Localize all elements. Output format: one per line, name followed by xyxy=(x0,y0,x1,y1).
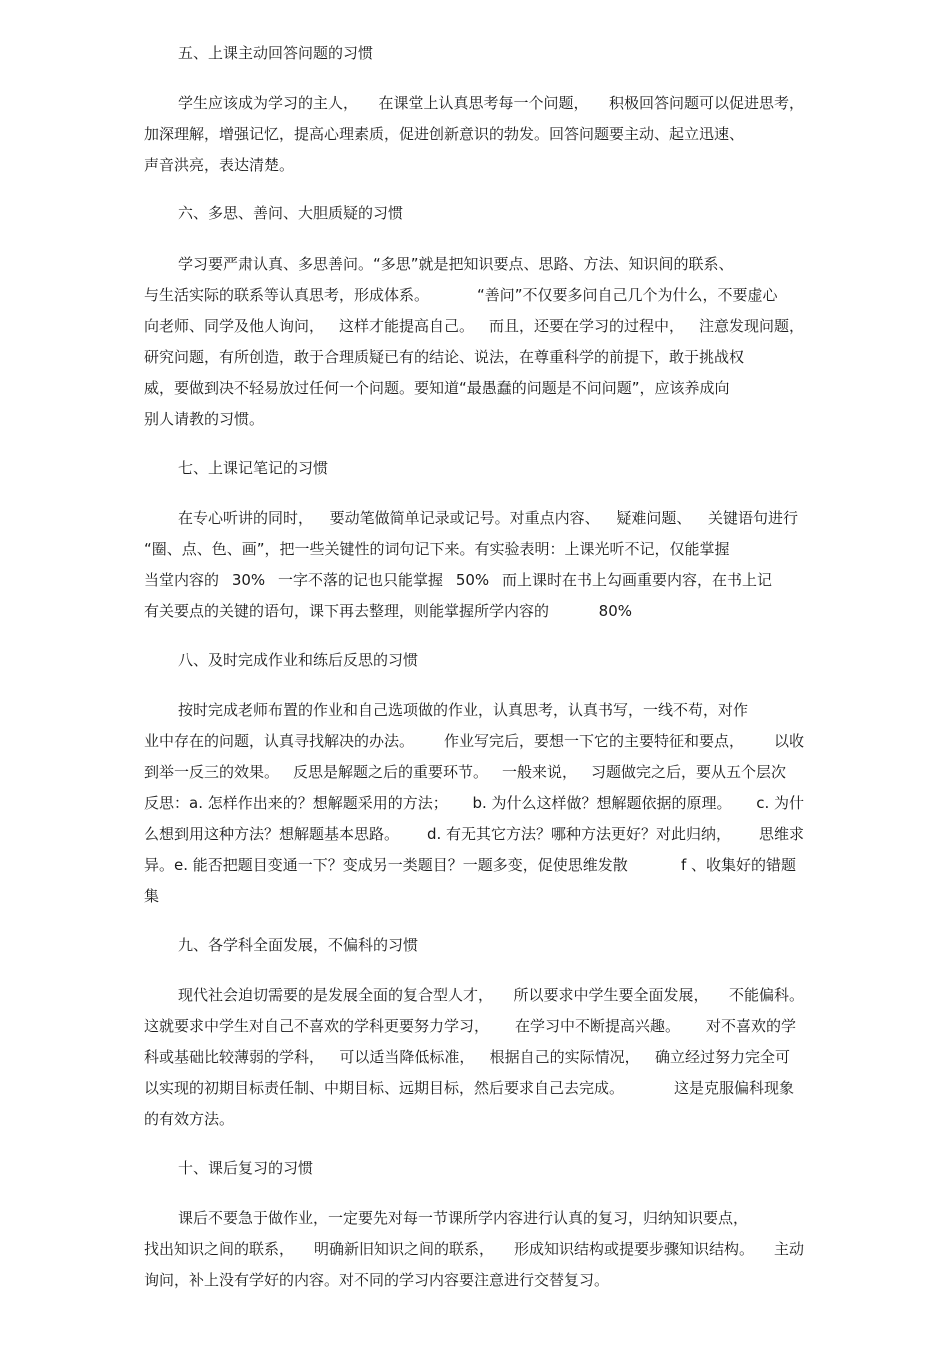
text-run: 当堂内容的 xyxy=(144,571,220,589)
text-run: 疑难问题、 xyxy=(616,509,692,527)
paragraph-line xyxy=(144,378,804,398)
text-run: 注意发现问题， xyxy=(698,317,804,335)
paragraph-line xyxy=(144,347,804,367)
text-run: 课后不要急于做作业，一定要先对每一节课所学内容进行认真的复习，归纳知识要点， xyxy=(178,1209,749,1227)
paragraph-line xyxy=(144,570,772,590)
text-run: f 、收集好的错题 xyxy=(680,856,796,874)
text-run: 么想到用这种方法？想解题基本思路。 xyxy=(144,825,400,843)
text-run: 而且，还要在学习的过程中， xyxy=(488,317,684,335)
section-heading: 十、课后复习的习惯 xyxy=(178,1159,314,1177)
text-run: 向老师、同学及他人询问， xyxy=(144,317,325,335)
text-run: 以实现的初期目标责任制、中期目标、远期目标，然后要求自己去完成。 xyxy=(144,1079,625,1097)
text-run: 研究问题，有所创造，敢于合理质疑已有的结论、说法，在尊重科学的前提下，敢于挑战权 xyxy=(144,348,745,366)
text-run: 学习要严肃认真、多思善问。“多思”就是把知识要点、思路、方法、知识间的联系、 xyxy=(178,255,734,273)
text-run: 可以适当降低标准， xyxy=(339,1048,475,1066)
text-run: 反思：a. 怎样作出来的？想解题采用的方法； xyxy=(144,794,448,812)
text-run: 在学习中不断提高兴趣。 xyxy=(514,1017,680,1035)
paragraph-line xyxy=(144,1239,804,1259)
text-run: b. 为什么这样做？想解题依据的原理。 xyxy=(472,794,732,812)
text-run: 与生活实际的联系等认真思考，形成体系。 xyxy=(144,286,430,304)
text-run: 作业写完后，要想一下它的主要特征和要点， xyxy=(443,732,744,750)
text-run: 以收 xyxy=(773,732,804,750)
text-run: 关键语句进行 xyxy=(707,509,798,527)
percent-value: 80% xyxy=(598,602,632,620)
text-run: 对不喜欢的学 xyxy=(705,1017,796,1035)
paragraph-line xyxy=(144,155,804,175)
paragraph-line xyxy=(178,985,804,1005)
text-run: 在专心听讲的同时， xyxy=(178,509,314,527)
paragraph-line xyxy=(144,1047,790,1067)
paragraph-line xyxy=(144,285,778,305)
text-run: 形成知识结构或提要步骤知识结构。 xyxy=(513,1240,754,1258)
paragraph-line xyxy=(178,254,804,274)
text-run: 这就要求中学生对自己不喜欢的学科更要努力学习， xyxy=(144,1017,490,1035)
paragraph-line xyxy=(144,316,804,336)
text-run: 到举一反三的效果。 xyxy=(144,763,280,781)
text-run: 根据自己的实际情况， xyxy=(489,1048,640,1066)
text-run: d. 有无其它方法？哪种方法更好？对此归纳， xyxy=(426,825,732,843)
text-run: 确立经过努力完全可 xyxy=(654,1048,790,1066)
text-run: 找出知识之间的联系， xyxy=(144,1240,295,1258)
section-heading: 九、各学科全面发展，不偏科的习惯 xyxy=(178,936,419,954)
text-run: 询问，补上没有学好的内容。对不同的学习内容要注意进行交替复习。 xyxy=(144,1271,610,1289)
percent-value: 50% xyxy=(455,571,490,589)
text-run: 业中存在的问题，认真寻找解决的办法。 xyxy=(144,732,415,750)
paragraph-line xyxy=(144,762,786,782)
paragraph-line xyxy=(144,1016,796,1036)
text-run: 一字不落的记也只能掌握 xyxy=(277,571,443,589)
paragraph-line xyxy=(144,1078,794,1098)
text-run: “圈、点、色、画”，把一些关键性的词句记下来。有实验表明：上课光听不记，仅能掌握 xyxy=(144,540,730,558)
paragraph-line xyxy=(144,886,804,906)
text-run: 要动笔做简单记录或记号。对重点内容、 xyxy=(329,509,600,527)
text-run: 这是克服偏科现象 xyxy=(673,1079,794,1097)
text-run: 一般来说， xyxy=(501,763,577,781)
section-heading: 六、多思、善问、大胆质疑的习惯 xyxy=(178,204,404,222)
text-run: 这样才能提高自己。 xyxy=(338,317,474,335)
percent-value: 30% xyxy=(231,571,266,589)
text-run: 集 xyxy=(144,887,160,905)
text-run: “善问”不仅要多问自己几个为什么，不要虚心 xyxy=(477,286,778,304)
text-run: 加深理解，增强记忆，提高心理素质，促进创新意识的勃发。回答问题要主动、起立迅速、 xyxy=(144,125,745,143)
text-run: 科或基础比较薄弱的学科， xyxy=(144,1048,325,1066)
text-run: 学生应该成为学习的主人， xyxy=(178,94,359,112)
paragraph-line xyxy=(178,700,804,720)
text-run: 威，要做到决不轻易放过任何一个问题。要知道“最愚蠢的问题是不问问题”，应该养成向 xyxy=(144,379,730,397)
paragraph-line xyxy=(144,1109,804,1129)
text-run: 而上课时在书上勾画重要内容，在书上记 xyxy=(501,571,772,589)
paragraph-line xyxy=(144,793,804,813)
paragraph-line xyxy=(144,409,804,429)
text-run: 思维求 xyxy=(758,825,804,843)
text-run: 异。e. 能否把题目变通一下？变成另一类题目？一题多变，促使思维发散 xyxy=(144,856,628,874)
text-run: 在课堂上认真思考每一个问题， xyxy=(378,94,589,112)
text-run: c. 为什 xyxy=(756,794,804,812)
text-run: 有关要点的关键的语句，课下再去整理，则能掌握所学内容的 xyxy=(144,602,550,620)
text-run: 积极回答问题可以促进思考， xyxy=(608,94,804,112)
text-run: 别人请教的习惯。 xyxy=(144,410,265,428)
text-run: 所以要求中学生要全面发展， xyxy=(513,986,709,1004)
paragraph-line xyxy=(144,539,804,559)
paragraph-line xyxy=(144,1270,804,1290)
text-run: 主动 xyxy=(773,1240,804,1258)
section-heading: 八、及时完成作业和练后反思的习惯 xyxy=(178,651,419,669)
paragraph-line xyxy=(178,508,798,528)
paragraph-line xyxy=(144,124,804,144)
text-run: 明确新旧知识之间的联系， xyxy=(313,1240,494,1258)
paragraph-line xyxy=(144,731,804,751)
text-run: 按时完成老师布置的作业和自己选项做的作业，认真思考，认真书写，一线不苟，对作 xyxy=(178,701,749,719)
text-run: 反思是解题之后的重要环节。 xyxy=(292,763,488,781)
section-heading: 五、上课主动回答问题的习惯 xyxy=(178,44,374,62)
paragraph-line xyxy=(178,93,804,113)
paragraph-line xyxy=(144,855,796,875)
text-run: 习题做完之后，要从五个层次 xyxy=(590,763,786,781)
paragraph-line xyxy=(144,601,632,621)
text-run: 的有效方法。 xyxy=(144,1110,235,1128)
paragraph-line xyxy=(178,1208,804,1228)
paragraph-line xyxy=(144,824,804,844)
text-run: 现代社会迫切需要的是发展全面的复合型人才， xyxy=(178,986,494,1004)
text-run: 声音洪亮，表达清楚。 xyxy=(144,156,295,174)
section-heading: 七、上课记笔记的习惯 xyxy=(178,459,329,477)
text-run: 不能偏科。 xyxy=(728,986,804,1004)
